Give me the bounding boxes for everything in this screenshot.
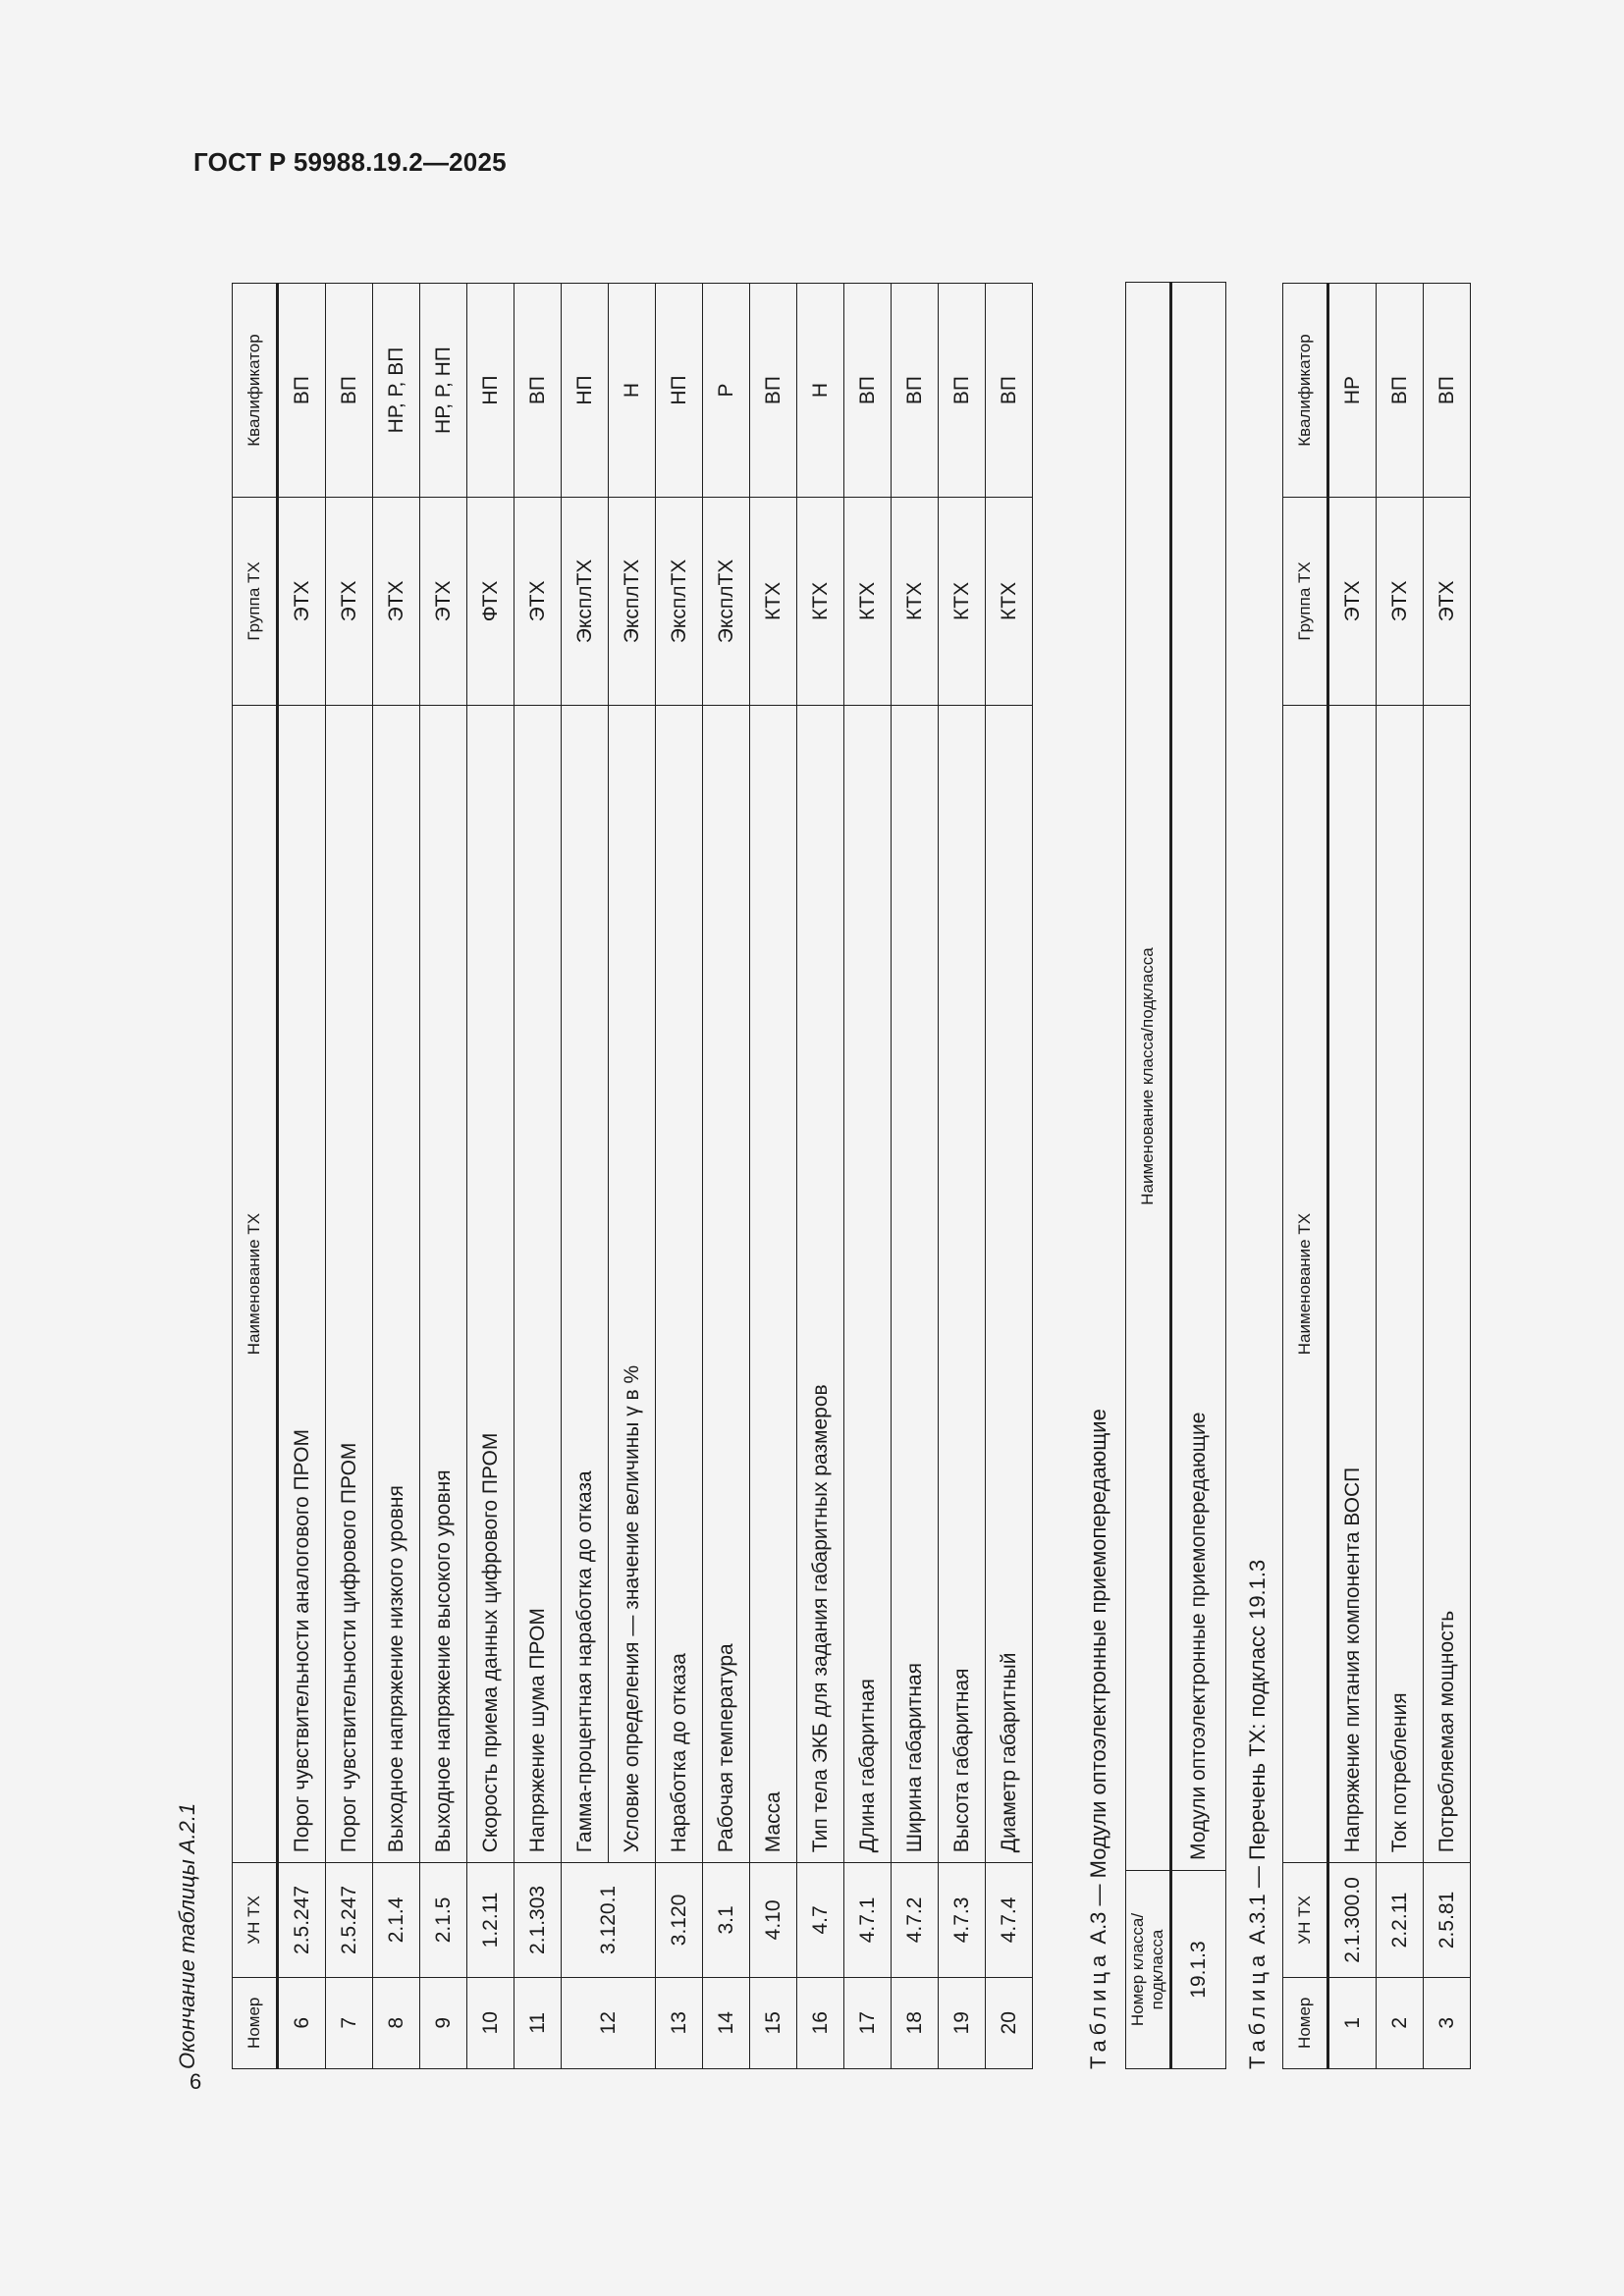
col-tx-group: Группа ТХ [1283,498,1328,706]
col-class-name: Наименование класса/подкласса [1126,283,1171,1871]
cell-number: 9 [420,1977,467,2068]
table-a31-caption-label: Таблица [1245,1949,1270,2069]
cell-name: Порог чувствительности аналогового ПРОМ [278,705,326,1862]
cell-group: КТХ [750,498,797,706]
cell-group: ЭТХ [420,498,467,706]
table-row [373,284,420,2069]
cell-group: ЭТХ [326,498,373,706]
cell-group: КТХ [892,498,939,706]
table-row [1171,283,1226,2069]
cell-name: Тип тела ЭКБ для задания габаритных размеров [797,705,844,1862]
cell-group: ЭксплТХ [562,498,609,706]
document-header: ГОСТ Р 59988.19.2—2025 [193,147,507,177]
cell-group: КТХ [844,498,892,706]
cell-qualifier: НР [1328,284,1377,498]
cell-group: ЭТХ [373,498,420,706]
cell-qualifier: НП [562,284,609,498]
cell-name: Условие определения — значение величины γ в % [609,705,656,1862]
cell-number: 16 [797,1977,844,2068]
cell-name: Масса [750,705,797,1862]
table-a3-header-row [1126,283,1171,2069]
col-un-tx: УН ТХ [1283,1863,1328,1977]
col-tx-name: Наименование ТХ [233,705,278,1862]
cell-un: 2.5.247 [326,1863,373,1977]
table-row [797,284,844,2069]
table-row [750,284,797,2069]
table-row [892,284,939,2069]
cell-group: ЭТХ [1424,498,1471,706]
cell-qualifier: ВП [278,284,326,498]
cell-number: 11 [514,1977,562,2068]
cell-un: 2.1.4 [373,1863,420,1977]
cell-group: ЭксплТХ [703,498,750,706]
cell-qualifier: ВП [892,284,939,498]
cell-qualifier: ВП [844,284,892,498]
col-class-number: Номер класса/подкласса [1126,1871,1171,2069]
cell-number: 8 [373,1977,420,2068]
rotated-content [175,216,1481,2071]
cell-un: 2.1.300.0 [1328,1863,1377,1977]
cell-un: 1.2.11 [467,1863,514,1977]
table-row [562,284,609,2069]
cell-un: 2.5.247 [278,1863,326,1977]
cell-name: Скорость приема данных цифрового ПРОМ [467,705,514,1862]
cell-number: 17 [844,1977,892,2068]
cell-name: Выходное напряжение высокого уровня [420,705,467,1862]
table-row [467,284,514,2069]
col-qualifier: Квалификатор [1283,284,1328,498]
table-a3 [1125,282,1226,2069]
col-tx-group: Группа ТХ [233,498,278,706]
cell-qualifier: НП [467,284,514,498]
table-row [1424,284,1471,2069]
cell-name: Ширина габаритная [892,705,939,1862]
cell-number: 1 [1328,1977,1377,2068]
cell-name: Диаметр габаритный [986,705,1033,1862]
cell-un: 2.5.81 [1424,1863,1471,1977]
cell-group: ЭТХ [514,498,562,706]
cell-number: 2 [1377,1977,1424,2068]
cell-number: 10 [467,1977,514,2068]
cell-un: 4.7.1 [844,1863,892,1977]
cell-qualifier: ВП [986,284,1033,498]
cell-number: 14 [703,1977,750,2068]
cell-qualifier: ВП [326,284,373,498]
cell-qualifier: НР, Р, ВП [373,284,420,498]
cell-number: 18 [892,1977,939,2068]
cell-group: ЭксплТХ [656,498,703,706]
cell-un: 3.120 [656,1863,703,1977]
cell-number: 7 [326,1977,373,2068]
cell-qualifier: Н [609,284,656,498]
cell-group: КТХ [986,498,1033,706]
col-number: Номер [233,1977,278,2068]
cell-un: 3.1 [703,1863,750,1977]
cell-name: Рабочая температура [703,705,750,1862]
col-tx-name: Наименование ТХ [1283,705,1328,1862]
cell-qualifier: НР, Р, НП [420,284,467,498]
cell-group: КТХ [797,498,844,706]
cell-un: 4.7 [797,1863,844,1977]
cell-group: ЭТХ [278,498,326,706]
cell-un: 4.7.2 [892,1863,939,1977]
cell-name: Гамма-процентная наработка до отказа [562,705,609,1862]
cell-un: 4.7.4 [986,1863,1033,1977]
table-a21 [232,283,1033,2069]
cell-qualifier: ВП [939,284,986,498]
table-a31-header-row [1283,284,1328,2069]
table-row [656,284,703,2069]
cell-name: Ток потребления [1377,705,1424,1862]
cell-group: ЭТХ [1328,498,1377,706]
table-a31-caption-text: А.3.1 — Перечень ТХ: подкласс 19.1.3 [1245,1559,1270,1945]
table-row [420,284,467,2069]
cell-class-number: 19.1.3 [1171,1871,1226,2069]
table-row [986,284,1033,2069]
cell-qualifier: Р [703,284,750,498]
table-row [844,284,892,2069]
page-number: 6 [189,2069,202,2094]
cell-name: Выходное напряжение низкого уровня [373,705,420,1862]
col-number: Номер [1283,1977,1328,2068]
cell-group: ЭксплТХ [609,498,656,706]
table-a21-caption: Окончание таблицы А.2.1 [175,1802,199,2069]
cell-class-name: Модули оптоэлектронные приемопередающие [1171,283,1226,1871]
cell-un: 3.120.1 [562,1863,656,1977]
col-un-tx: УН ТХ [233,1863,278,1977]
cell-number: 20 [986,1977,1033,2068]
cell-qualifier: ВП [750,284,797,498]
cell-un: 4.10 [750,1863,797,1977]
cell-qualifier: НП [656,284,703,498]
cell-un: 2.1.5 [420,1863,467,1977]
cell-number: 3 [1424,1977,1471,2068]
table-a31 [1282,283,1471,2069]
cell-group: ФТХ [467,498,514,706]
cell-qualifier: ВП [1424,284,1471,498]
table-row [326,284,373,2069]
table-row [939,284,986,2069]
table-row [609,284,656,2069]
cell-number: 13 [656,1977,703,2068]
table-row [1377,284,1424,2069]
cell-group: ЭТХ [1377,498,1424,706]
table-a3-caption [1086,1409,1111,2069]
table-row [514,284,562,2069]
cell-name: Наработка до отказа [656,705,703,1862]
table-row [703,284,750,2069]
cell-qualifier: ВП [1377,284,1424,498]
cell-name: Напряжение питания компонента ВОСП [1328,705,1377,1862]
cell-number: 19 [939,1977,986,2068]
cell-number: 12 [562,1977,656,2068]
cell-number: 15 [750,1977,797,2068]
cell-qualifier: ВП [514,284,562,498]
cell-name: Порог чувствительности цифрового ПРОМ [326,705,373,1862]
table-a31-caption [1245,1560,1271,2069]
table-a3-caption-label: Таблица [1086,1949,1110,2069]
table-row [1328,284,1377,2069]
cell-qualifier: Н [797,284,844,498]
table-row [278,284,326,2069]
cell-name: Потребляемая мощность [1424,705,1471,1862]
table-a21-header-row [233,284,278,2069]
cell-number: 6 [278,1977,326,2068]
cell-un: 4.7.3 [939,1863,986,1977]
cell-un: 2.2.11 [1377,1863,1424,1977]
cell-name: Высота габаритная [939,705,986,1862]
cell-name: Длина габаритная [844,705,892,1862]
table-a3-caption-text: А.3 — Модули оптоэлектронные приемопередающие [1086,1409,1110,1945]
cell-group: КТХ [939,498,986,706]
col-qualifier: Квалификатор [233,284,278,498]
cell-un: 2.1.303 [514,1863,562,1977]
cell-name: Напряжение шума ПРОМ [514,705,562,1862]
